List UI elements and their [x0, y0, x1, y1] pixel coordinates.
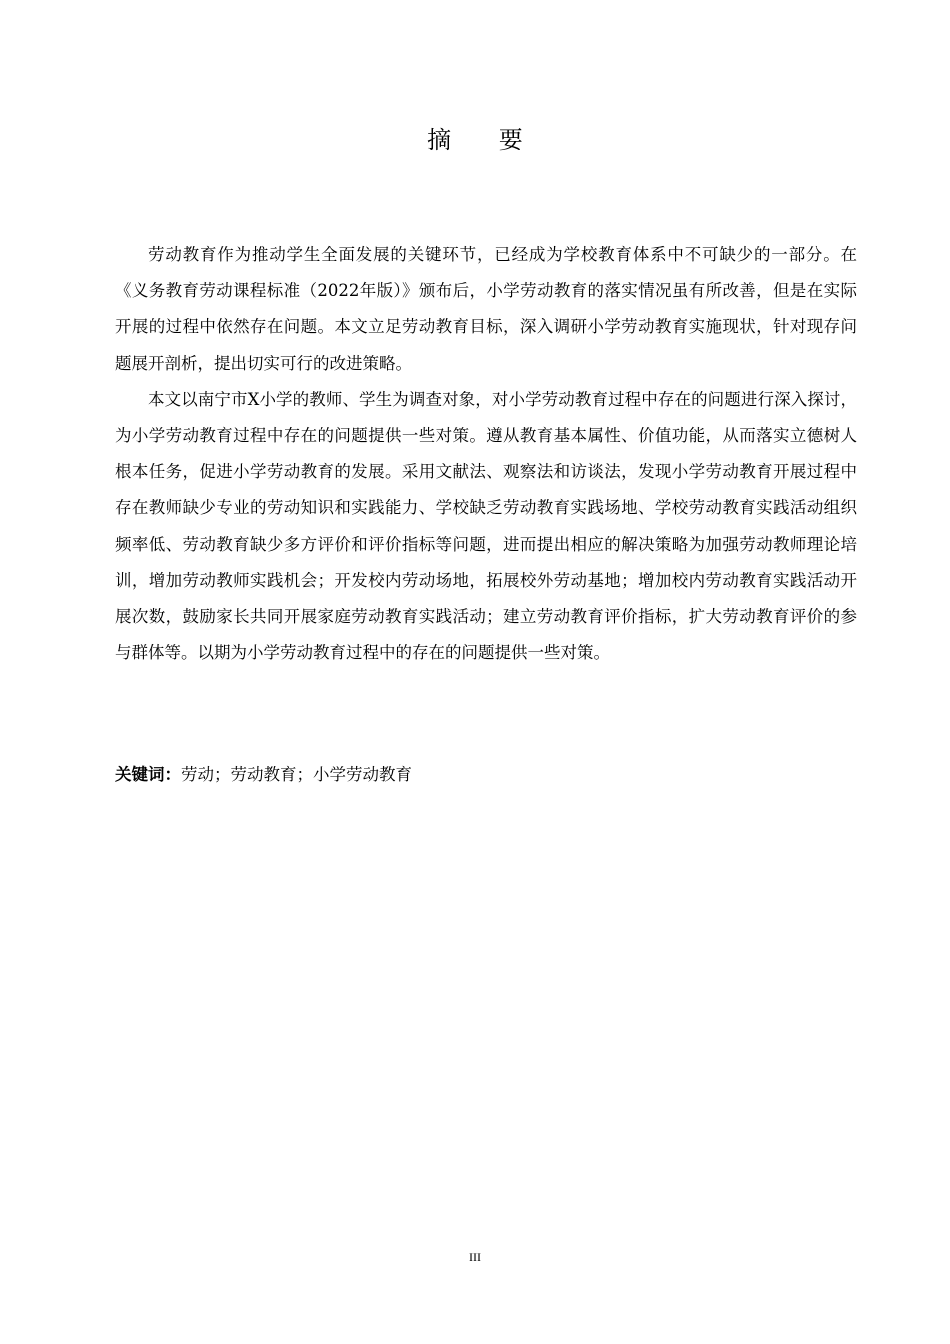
abstract-paragraph-1: 劳动教育作为推动学生全面发展的关键环节，已经成为学校教育体系中不可缺少的一部分。在《义务教育劳动课程标准（2022年版）》颁布后，小学劳动教育的落实情况虽有所改善，但是在实际开展的过程中依然存在问题。本文立足劳动教育目标，深入调研小学劳动教育实施现状，针对现存问题展开剖析，提出切实可行的改进策略。 — [115, 245, 857, 373]
page-title: 摘 要 — [427, 126, 543, 154]
abstract-paragraph-2: 本文以南宁市X小学的教师、学生为调查对象，对小学劳动教育过程中存在的问题进行深入探讨，为小学劳动教育过程中存在的问题提供一些对策。遵从教育基本属性、价值功能，从而落实立德树人根本任务，促进小学劳动教育的发展。采用文献法、观察法和访谈法，发现小学劳动教育开展过程中存在教师缺少专业的劳动知识和实践能力、学校缺乏劳动教育实践场地、学校劳动教育实践活动组织频率低、劳动教育缺少多方评价和评价指标等问题，进而提出相应的解决策略为加强劳动教师理论培训，增加劳动教师实践机会；开发校内劳动场地，拓展校外劳动基地；增加校内劳动教育实践活动开展次数，鼓励家长共同开展家庭劳动教育实践活动；建立劳动教育评价指标，扩大劳动教育评价的参与群体等。以期为小学劳动教育过程中的存在的问题提供一些对策。 — [115, 389, 857, 663]
keywords-line — [115, 760, 857, 790]
abstract-body — [115, 237, 857, 671]
keywords-value: 劳动；劳动教育；小学劳动教育 — [181, 765, 412, 784]
keywords-label: 关键词： — [115, 765, 181, 784]
page-number: III — [469, 1250, 481, 1264]
